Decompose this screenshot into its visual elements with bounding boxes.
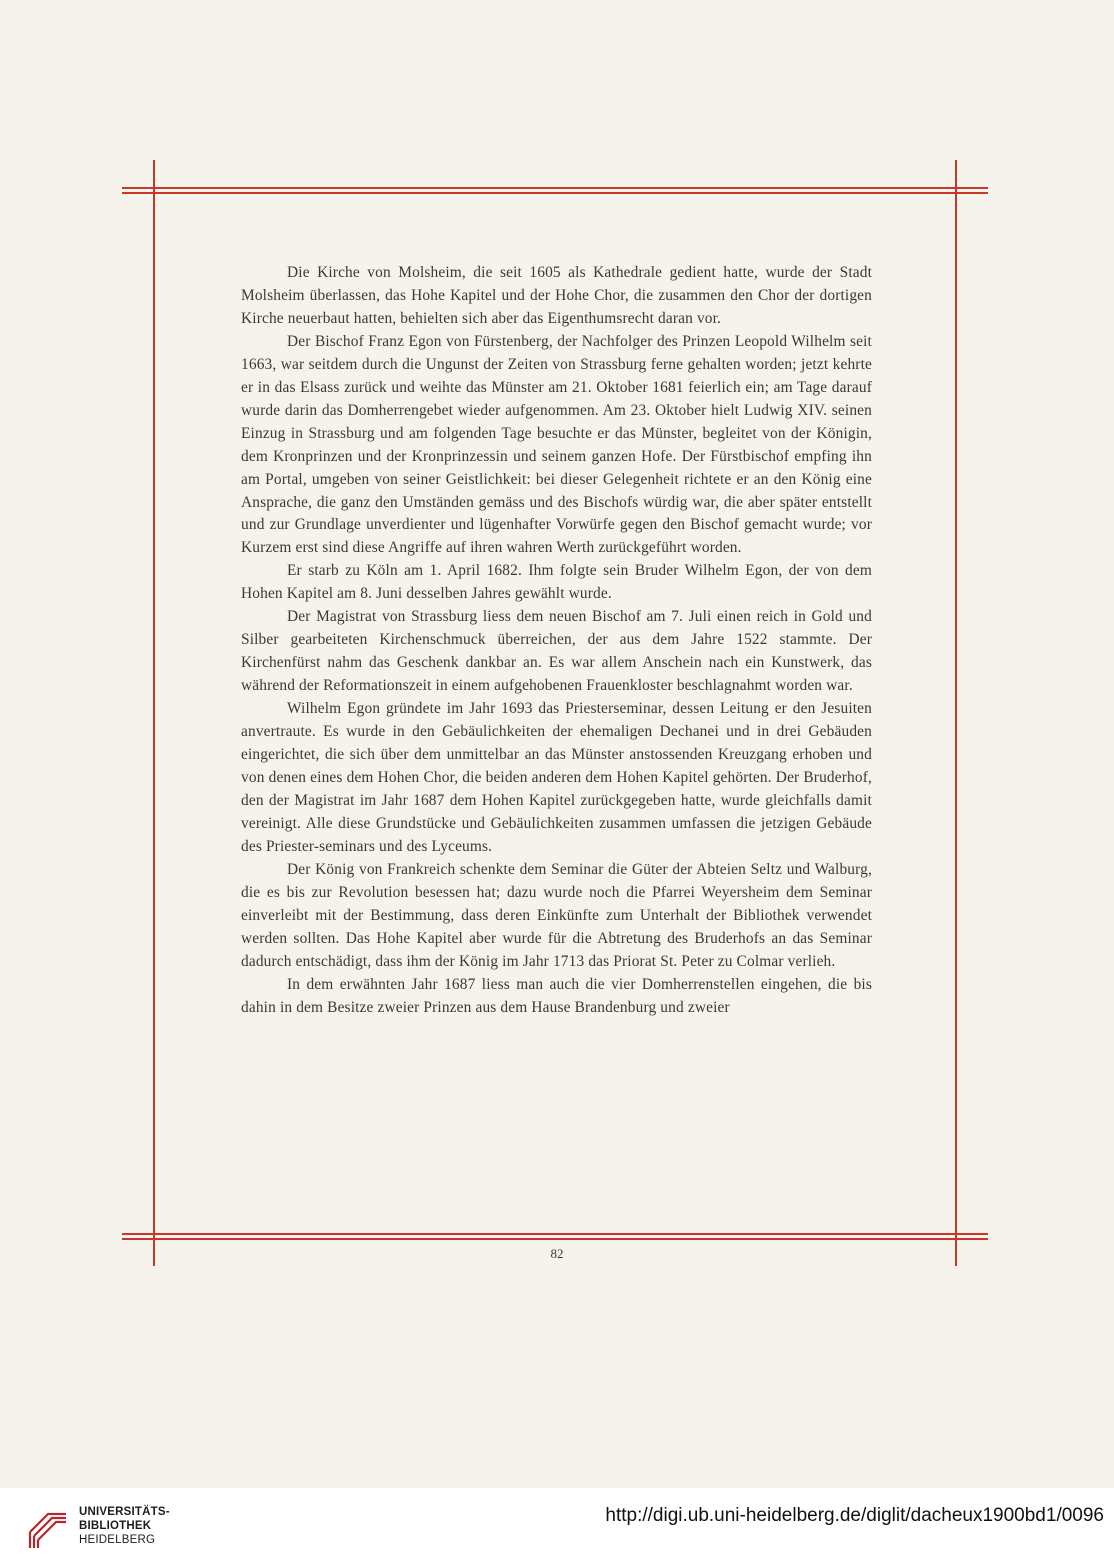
paragraph: Der Magistrat von Strassburg liess dem neuen Bischof am 7. Juli einen reich in Gold und Silber gearbeiteten Kirchenschmuck überreichen, der aus dem Jahre 1522 stammte. Der Kirchenfürst nahm das Geschenk dankbar an. Es war allem Anschein nach ein Kunstwerk, das während der Reformationszeit in einem aufgehobenen Frauenkloster beschlagnahmt worden war. [241, 608, 872, 695]
body-text [241, 262, 872, 1019]
library-logo-icon [28, 1502, 68, 1550]
frame-top-rule-inner [122, 192, 988, 194]
paragraph: In dem erwähnten Jahr 1687 liess man auch die vier Domherrenstellen eingehen, die bis dahin in dem Besitze zweier Prinzen aus dem Hause Brandenburg und zweier [241, 975, 872, 1016]
library-name-line: UNIVERSITÄTS- [79, 1506, 170, 1518]
page-number: 82 [550, 1246, 564, 1261]
paragraph: Er starb zu Köln am 1. April 1682. Ihm folgte sein Bruder Wilhelm Egon, der von dem Hohen Kapitel am 8. Juni desselben Jahres gewählt wurde. [241, 562, 872, 603]
frame-top-rule-outer [122, 187, 988, 189]
frame-left-rule [153, 160, 155, 1266]
library-name [79, 1505, 170, 1547]
paragraph: Der Bischof Franz Egon von Fürstenberg, der Nachfolger des Prinzen Leopold Wilhelm seit 1663, war seitdem durch die Ungunst der Zeiten von Strassburg ferne gehalten worden; jetzt kehrte er in das Elsass zurück und weihte das Münster am 21. Oktober 1681 feierlich ein; am Tage darauf wurde darin das Domherrengebet wieder aufgenommen. Am 23. Oktober hielt Ludwig XIV. seinen Einzug in Strassburg und am folgenden Tage besuchte er das Münster, begleitet von der Königin, dem Kronprinzen und der Kronprinzessin und seinem ganzen Hofe. Der Fürstbischof empfing ihn am Portal, umgeben von seiner Geistlichkeit: bei dieser Gelegenheit richtete er an den König eine Ansprache, die ganz den Umständen gemäss und des Bischofs würdig war, die aber später entstellt und zur Grundlage unverdienter und lügenhafter Vorwürfe gegen den Bischof gemacht wurde; vor Kurzem erst sind diese Angriffe auf ihren wahren Werth zurückgeführt worden. [241, 332, 872, 557]
frame-bottom-rule-outer [122, 1233, 988, 1235]
paragraph: Der König von Frankreich schenkte dem Seminar die Güter der Abteien Seltz und Walburg, die es bis zur Revolution besessen hat; dazu wurde noch die Pfarrei Weyersheim dem Seminar einverleibt mit der Bestimmung, dass deren Einkünfte zum Unterhalt der Bibliothek verwendet werden sollten. Das Hohe Kapitel aber wurde für die Abtretung des Bruderhofs an das Seminar dadurch entschädigt, dass ihm der König im Jahr 1713 das Priorat St. Peter zu Colmar verlieh. [241, 860, 872, 970]
library-footer [0, 1488, 1114, 1567]
frame-right-rule [955, 160, 957, 1266]
paragraph: Die Kirche von Molsheim, die seit 1605 als Kathedrale gedient hatte, wurde der Stadt Molsheim überlassen, das Hohe Kapitel und der Hohe Chor, die zusammen den Chor der dortigen Kirche neuerbaut hatten, behielten sich aber das Eigenthumsrecht daran vor. [241, 264, 872, 327]
source-url-link[interactable]: http://digi.ub.uni-heidelberg.de/diglit/dacheux1900bd1/0096 [605, 1505, 1104, 1526]
library-name-line: BIBLIOTHEK [79, 1520, 152, 1532]
paragraph: Wilhelm Egon gründete im Jahr 1693 das Priesterseminar, dessen Leitung er den Jesuiten anvertraute. Es wurde in den Gebäulichkeiten der ehemaligen Dechanei und in drei Gebäuden eingerichtet, die sich über dem unmittelbar an das Münster anstossenden Kreuzgang erhoben und von denen eines dem Hohen Chor, die beiden anderen dem Hohen Kapitel gehörten. Der Bruderhof, den der Magistrat im Jahr 1687 dem Hohen Kapitel zurückgegeben hatte, wurde gleichfalls damit vereinigt. Alle diese Grundstücke und Gebäulichkeiten zusammen umfassen die jetzigen Gebäude des Priester-seminars und des Lyceums. [241, 700, 872, 855]
library-name-line: HEIDELBERG [79, 1534, 156, 1546]
frame-bottom-rule-inner [122, 1238, 988, 1240]
